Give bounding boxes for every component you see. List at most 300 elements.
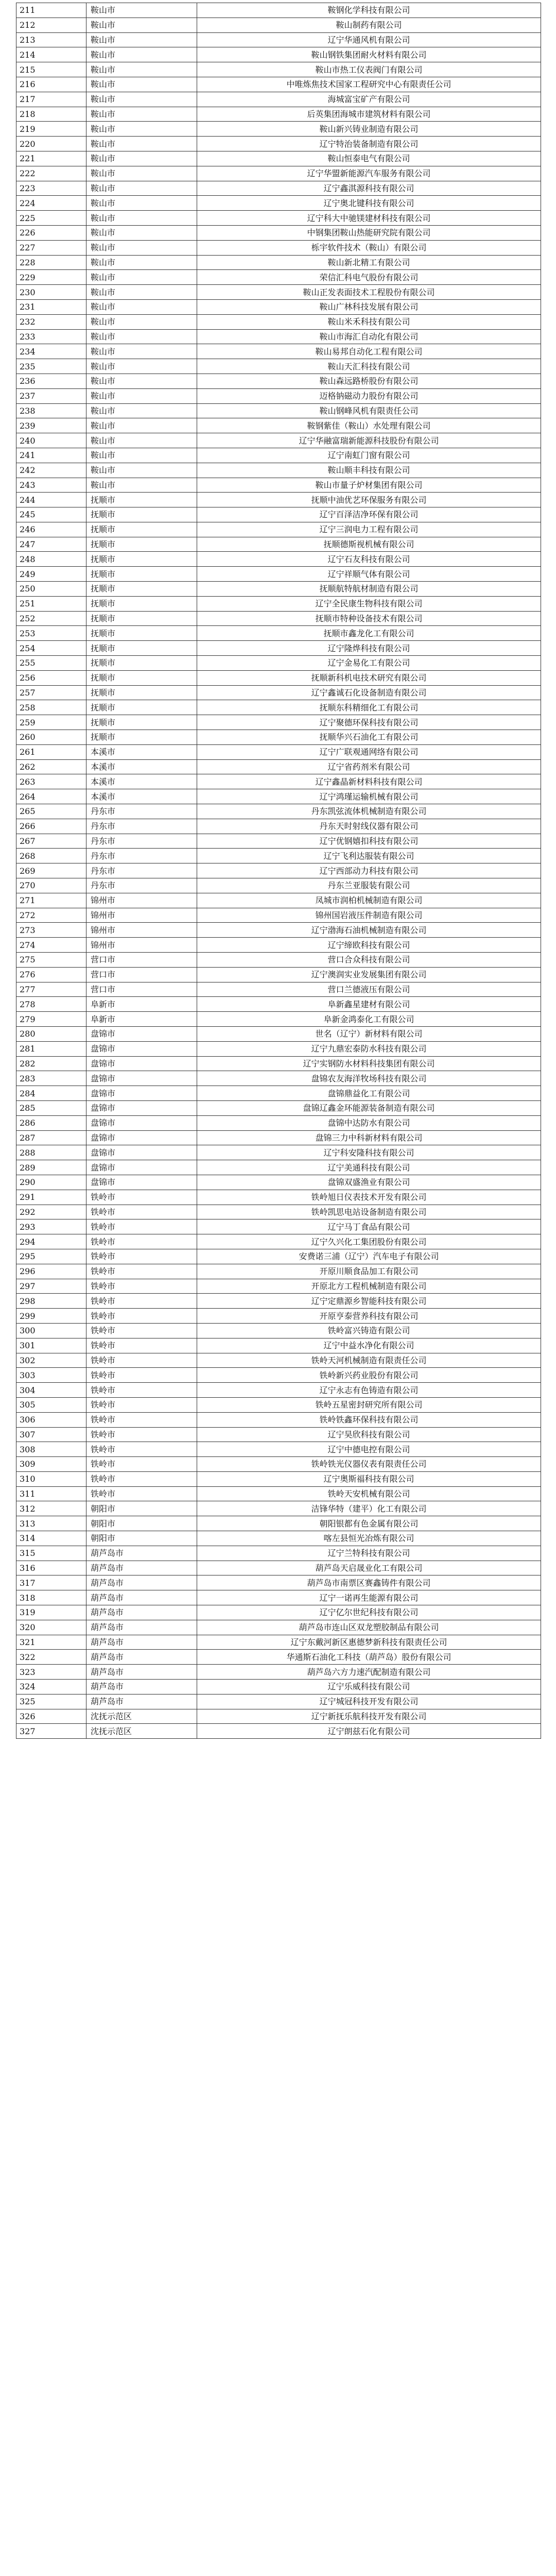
row-city: 鞍山市 <box>86 285 197 300</box>
row-company-name: 辽宁美通科技有限公司 <box>197 1160 541 1175</box>
row-number: 259 <box>16 715 86 730</box>
row-company-name: 营口兰德液压有限公司 <box>197 982 541 997</box>
table-row <box>16 982 541 997</box>
row-number: 290 <box>16 1175 86 1190</box>
row-city: 抚顺市 <box>86 537 197 552</box>
row-city: 盘锦市 <box>86 1115 197 1130</box>
row-company-name: 世名（辽宁）新材料有限公司 <box>197 1026 541 1041</box>
row-company-name: 抚顺德斯视机械有限公司 <box>197 537 541 552</box>
row-company-name: 铁岭铁鑫环保科技有限公司 <box>197 1412 541 1427</box>
row-number: 239 <box>16 418 86 433</box>
row-number: 304 <box>16 1383 86 1398</box>
row-number: 230 <box>16 285 86 300</box>
row-city: 鞍山市 <box>86 77 197 92</box>
table-row <box>16 225 541 240</box>
row-city: 鞍山市 <box>86 314 197 329</box>
row-company-name: 开原亨泰营养科技有限公司 <box>197 1309 541 1324</box>
row-company-name: 辽宁鑫晶新材料科技有限公司 <box>197 774 541 789</box>
row-company-name: 荣信汇科电气股份有限公司 <box>197 270 541 285</box>
row-company-name: 辽宁百泽洁净环保有限公司 <box>197 507 541 522</box>
row-city: 抚顺市 <box>86 596 197 611</box>
row-city: 抚顺市 <box>86 626 197 641</box>
table-row <box>16 1531 541 1546</box>
table-row <box>16 463 541 478</box>
table-row <box>16 1294 541 1309</box>
row-company-name: 鞍山新北精工有限公司 <box>197 255 541 270</box>
row-company-name: 辽宁新抚乐航科技开发有限公司 <box>197 1709 541 1724</box>
table-row <box>16 1205 541 1219</box>
table-row <box>16 953 541 968</box>
table-body <box>16 3 541 1739</box>
row-company-name: 安费诺三浦（辽宁）汽车电子有限公司 <box>197 1249 541 1264</box>
row-number: 296 <box>16 1264 86 1279</box>
row-company-name: 鞍山钢峰风机有限责任公司 <box>197 403 541 418</box>
row-number: 267 <box>16 834 86 849</box>
row-company-name: 辽宁渤海石油机械制造有限公司 <box>197 923 541 938</box>
table-row <box>16 744 541 759</box>
row-city: 鞍山市 <box>86 18 197 32</box>
row-city: 盘锦市 <box>86 1071 197 1086</box>
row-number: 224 <box>16 196 86 211</box>
row-city: 本溪市 <box>86 774 197 789</box>
row-number: 310 <box>16 1471 86 1486</box>
table-row <box>16 122 541 137</box>
row-city: 营口市 <box>86 953 197 968</box>
table-row <box>16 507 541 522</box>
row-number: 217 <box>16 92 86 107</box>
row-number: 300 <box>16 1323 86 1338</box>
row-company-name: 华通斯石油化工科技（葫芦岛）股份有限公司 <box>197 1650 541 1665</box>
table-row <box>16 582 541 597</box>
table-row <box>16 1249 541 1264</box>
row-company-name: 辽宁城冠科技开发有限公司 <box>197 1694 541 1709</box>
table-row <box>16 522 541 537</box>
row-company-name: 中钢集团鞍山热能研究院有限公司 <box>197 225 541 240</box>
row-company-name: 辽宁永志有色铸造有限公司 <box>197 1383 541 1398</box>
row-city: 营口市 <box>86 967 197 982</box>
table-row <box>16 255 541 270</box>
row-city: 本溪市 <box>86 759 197 774</box>
row-city: 本溪市 <box>86 744 197 759</box>
row-company-name: 抚顺华兴石油化工有限公司 <box>197 730 541 745</box>
row-company-name: 辽宁乐威科技有限公司 <box>197 1680 541 1694</box>
row-city: 鞍山市 <box>86 151 197 166</box>
row-company-name: 迈格钠磁动力股份有限公司 <box>197 388 541 403</box>
table-row <box>16 1575 541 1590</box>
row-city: 丹东市 <box>86 834 197 849</box>
table-row <box>16 1442 541 1457</box>
row-number: 264 <box>16 789 86 804</box>
table-row <box>16 1665 541 1680</box>
row-number: 222 <box>16 166 86 181</box>
row-city: 铁岭市 <box>86 1368 197 1383</box>
row-company-name: 凤城市润柏机械制造有限公司 <box>197 893 541 908</box>
row-company-name: 铁岭五星密封研究所有限公司 <box>197 1397 541 1412</box>
row-company-name: 辽宁鸿瑾运输机械有限公司 <box>197 789 541 804</box>
row-company-name: 盘锦辽鑫金环能源装备制造有限公司 <box>197 1100 541 1115</box>
row-city: 盘锦市 <box>86 1145 197 1160</box>
table-row <box>16 374 541 388</box>
row-number: 254 <box>16 641 86 656</box>
row-number: 323 <box>16 1665 86 1680</box>
row-number: 288 <box>16 1145 86 1160</box>
row-city: 鞍山市 <box>86 122 197 137</box>
table-row <box>16 1694 541 1709</box>
table-row <box>16 626 541 641</box>
row-number: 320 <box>16 1620 86 1635</box>
row-company-name: 辽宁金易化工有限公司 <box>197 656 541 671</box>
table-row <box>16 1160 541 1175</box>
row-company-name: 鞍山森远路桥股份有限公司 <box>197 374 541 388</box>
row-city: 盘锦市 <box>86 1041 197 1056</box>
table-row <box>16 181 541 196</box>
table-row <box>16 1605 541 1620</box>
row-number: 233 <box>16 329 86 344</box>
row-company-name: 铁岭新兴药业股份有限公司 <box>197 1368 541 1383</box>
row-city: 铁岭市 <box>86 1219 197 1234</box>
row-city: 鞍山市 <box>86 240 197 255</box>
row-number: 273 <box>16 923 86 938</box>
row-company-name: 鞍山天汇科技有限公司 <box>197 359 541 374</box>
table-row <box>16 1546 541 1561</box>
row-number: 291 <box>16 1190 86 1205</box>
table-row <box>16 923 541 938</box>
row-number: 244 <box>16 493 86 507</box>
row-company-name: 鞍山新兴铸业制造有限公司 <box>197 122 541 137</box>
row-number: 281 <box>16 1041 86 1056</box>
row-city: 葫芦岛市 <box>86 1680 197 1694</box>
table-row <box>16 1590 541 1605</box>
row-company-name: 抚顺市鑫龙化工有限公司 <box>197 626 541 641</box>
row-city: 鞍山市 <box>86 92 197 107</box>
enterprise-table <box>16 3 541 1739</box>
table-row <box>16 1501 541 1516</box>
row-company-name: 鞍钢化学科技有限公司 <box>197 3 541 18</box>
row-number: 241 <box>16 448 86 463</box>
row-number: 251 <box>16 596 86 611</box>
row-number: 253 <box>16 626 86 641</box>
table-row <box>16 418 541 433</box>
table-row <box>16 1056 541 1071</box>
table-row <box>16 1620 541 1635</box>
row-city: 鞍山市 <box>86 374 197 388</box>
table-row <box>16 1338 541 1353</box>
row-number: 278 <box>16 997 86 1012</box>
table-row <box>16 715 541 730</box>
table-row <box>16 478 541 493</box>
row-company-name: 辽宁聚德环保科技有限公司 <box>197 715 541 730</box>
row-company-name: 开原北方工程机械制造有限公司 <box>197 1279 541 1294</box>
row-company-name: 辽宁定鼎源乡智能科技有限公司 <box>197 1294 541 1309</box>
table-row <box>16 567 541 582</box>
table-row <box>16 1041 541 1056</box>
row-number: 220 <box>16 137 86 151</box>
table-row <box>16 403 541 418</box>
row-company-name: 鞍山广林科技发展有限公司 <box>197 299 541 314</box>
row-city: 铁岭市 <box>86 1264 197 1279</box>
row-number: 321 <box>16 1635 86 1650</box>
row-number: 268 <box>16 849 86 863</box>
table-row <box>16 656 541 671</box>
row-company-name: 辽宁澳润实业发展集团有限公司 <box>197 967 541 982</box>
row-city: 鞍山市 <box>86 107 197 122</box>
row-number: 242 <box>16 463 86 478</box>
row-city: 葫芦岛市 <box>86 1650 197 1665</box>
row-city: 铁岭市 <box>86 1190 197 1205</box>
row-number: 289 <box>16 1160 86 1175</box>
row-number: 303 <box>16 1368 86 1383</box>
row-company-name: 丹东凯弦流体机械制造有限公司 <box>197 804 541 819</box>
table-row <box>16 1323 541 1338</box>
table-row <box>16 1219 541 1234</box>
row-city: 锦州市 <box>86 908 197 923</box>
table-row <box>16 285 541 300</box>
table-row <box>16 47 541 62</box>
row-city: 朝阳市 <box>86 1531 197 1546</box>
row-number: 276 <box>16 967 86 982</box>
row-company-name: 辽宁鑫诚石化设备制造有限公司 <box>197 685 541 700</box>
row-company-name: 辽宁奥北键科技有限公司 <box>197 196 541 211</box>
row-number: 292 <box>16 1205 86 1219</box>
row-number: 318 <box>16 1590 86 1605</box>
row-company-name: 辽宁三润电力工程有限公司 <box>197 522 541 537</box>
row-city: 锦州市 <box>86 938 197 953</box>
row-number: 249 <box>16 567 86 582</box>
row-company-name: 鞍山市海汇自动化有限公司 <box>197 329 541 344</box>
row-number: 272 <box>16 908 86 923</box>
row-company-name: 辽宁兰特科技有限公司 <box>197 1546 541 1561</box>
table-row <box>16 1012 541 1027</box>
table-row <box>16 1457 541 1472</box>
row-number: 236 <box>16 374 86 388</box>
row-city: 铁岭市 <box>86 1353 197 1368</box>
row-company-name: 抚顺新科机电技术研究有限公司 <box>197 670 541 685</box>
row-city: 鞍山市 <box>86 196 197 211</box>
row-city: 抚顺市 <box>86 582 197 597</box>
row-city: 盘锦市 <box>86 1160 197 1175</box>
row-city: 抚顺市 <box>86 493 197 507</box>
row-number: 262 <box>16 759 86 774</box>
table-row <box>16 1383 541 1398</box>
table-row <box>16 1071 541 1086</box>
row-number: 246 <box>16 522 86 537</box>
row-company-name: 抚顺中油优艺环保服务有限公司 <box>197 493 541 507</box>
row-number: 311 <box>16 1486 86 1501</box>
row-city: 阜新市 <box>86 997 197 1012</box>
row-city: 鞍山市 <box>86 344 197 359</box>
row-company-name: 鞍钢紫佳（鞍山）水处理有限公司 <box>197 418 541 433</box>
row-company-name: 后英集团海城市建筑材料有限公司 <box>197 107 541 122</box>
row-city: 朝阳市 <box>86 1501 197 1516</box>
table-row <box>16 270 541 285</box>
table-row <box>16 1635 541 1650</box>
row-company-name: 辽宁一诺再生能源有限公司 <box>197 1590 541 1605</box>
row-number: 221 <box>16 151 86 166</box>
row-city: 鞍山市 <box>86 181 197 196</box>
row-company-name: 辽宁亿尔世纪科技有限公司 <box>197 1605 541 1620</box>
row-city: 丹东市 <box>86 878 197 893</box>
table-row <box>16 938 541 953</box>
row-company-name: 辽宁特治装备制造有限公司 <box>197 137 541 151</box>
row-city: 铁岭市 <box>86 1427 197 1442</box>
row-city: 鞍山市 <box>86 47 197 62</box>
row-number: 325 <box>16 1694 86 1709</box>
row-number: 282 <box>16 1056 86 1071</box>
row-city: 鞍山市 <box>86 418 197 433</box>
row-company-name: 丹东兰亚服装有限公司 <box>197 878 541 893</box>
table-row <box>16 730 541 745</box>
row-city: 鞍山市 <box>86 255 197 270</box>
row-company-name: 葫芦岛天启晟业化工有限公司 <box>197 1561 541 1575</box>
row-city: 抚顺市 <box>86 641 197 656</box>
row-city: 葫芦岛市 <box>86 1561 197 1575</box>
row-city: 抚顺市 <box>86 670 197 685</box>
table-row <box>16 1650 541 1665</box>
table-row <box>16 1353 541 1368</box>
row-number: 214 <box>16 47 86 62</box>
row-company-name: 盘锦中达防水有限公司 <box>197 1115 541 1130</box>
table-row <box>16 211 541 226</box>
row-company-name: 开原川顺食品加工有限公司 <box>197 1264 541 1279</box>
row-company-name: 辽宁华盟新能源汽车服务有限公司 <box>197 166 541 181</box>
row-number: 245 <box>16 507 86 522</box>
row-number: 250 <box>16 582 86 597</box>
row-city: 铁岭市 <box>86 1234 197 1249</box>
row-company-name: 鞍山正发表面技术工程股份有限公司 <box>197 285 541 300</box>
row-number: 275 <box>16 953 86 968</box>
row-company-name: 鞍山市量子炉材集团有限公司 <box>197 478 541 493</box>
row-number: 256 <box>16 670 86 685</box>
table-row <box>16 1086 541 1101</box>
row-company-name: 辽宁朗兹石化有限公司 <box>197 1724 541 1739</box>
table-row <box>16 329 541 344</box>
row-number: 285 <box>16 1100 86 1115</box>
table-row <box>16 1680 541 1694</box>
row-city: 抚顺市 <box>86 656 197 671</box>
row-city: 锦州市 <box>86 923 197 938</box>
row-number: 301 <box>16 1338 86 1353</box>
row-number: 237 <box>16 388 86 403</box>
row-city: 丹东市 <box>86 819 197 834</box>
table-row <box>16 670 541 685</box>
row-number: 305 <box>16 1397 86 1412</box>
table-row <box>16 997 541 1012</box>
row-city: 鞍山市 <box>86 166 197 181</box>
row-city: 葫芦岛市 <box>86 1620 197 1635</box>
row-company-name: 鞍山钢铁集团耐火材料有限公司 <box>197 47 541 62</box>
row-company-name: 辽宁昊欣科技有限公司 <box>197 1427 541 1442</box>
row-city: 抚顺市 <box>86 522 197 537</box>
row-company-name: 阜新金鸿泰化工有限公司 <box>197 1012 541 1027</box>
table-row <box>16 849 541 863</box>
row-number: 299 <box>16 1309 86 1324</box>
table-row <box>16 1709 541 1724</box>
row-number: 226 <box>16 225 86 240</box>
row-city: 鞍山市 <box>86 359 197 374</box>
row-company-name: 辽宁中益水净化有限公司 <box>197 1338 541 1353</box>
row-number: 327 <box>16 1724 86 1739</box>
row-city: 丹东市 <box>86 863 197 878</box>
table-row <box>16 863 541 878</box>
table-row <box>16 1309 541 1324</box>
row-number: 287 <box>16 1130 86 1145</box>
row-company-name: 辽宁省药剂米有限公司 <box>197 759 541 774</box>
table-row <box>16 1175 541 1190</box>
row-number: 274 <box>16 938 86 953</box>
row-company-name: 铁岭天安机械有限公司 <box>197 1486 541 1501</box>
row-number: 266 <box>16 819 86 834</box>
row-company-name: 辽宁隆烨科技有限公司 <box>197 641 541 656</box>
table-row <box>16 700 541 715</box>
row-company-name: 辽宁马丁食品有限公司 <box>197 1219 541 1234</box>
row-city: 鞍山市 <box>86 225 197 240</box>
row-company-name: 辽宁祥顺气体有限公司 <box>197 567 541 582</box>
row-city: 鞍山市 <box>86 3 197 18</box>
row-company-name: 鞍山顺丰科技有限公司 <box>197 463 541 478</box>
table-row <box>16 62 541 77</box>
table-row <box>16 1279 541 1294</box>
row-city: 盘锦市 <box>86 1026 197 1041</box>
row-company-name: 辽宁西部动力科技有限公司 <box>197 863 541 878</box>
row-city: 盘锦市 <box>86 1175 197 1190</box>
row-company-name: 海城富宝矿产有限公司 <box>197 92 541 107</box>
row-number: 270 <box>16 878 86 893</box>
row-number: 315 <box>16 1546 86 1561</box>
table-row <box>16 552 541 567</box>
table-row <box>16 1264 541 1279</box>
table-row <box>16 196 541 211</box>
table-row <box>16 240 541 255</box>
document-page <box>16 3 541 1739</box>
row-city: 鞍山市 <box>86 62 197 77</box>
row-company-name: 辽宁奥斯福科技有限公司 <box>197 1471 541 1486</box>
row-city: 葫芦岛市 <box>86 1694 197 1709</box>
row-city: 葫芦岛市 <box>86 1575 197 1590</box>
row-company-name: 辽宁东戴河新区惠德梦新科技有限责任公司 <box>197 1635 541 1650</box>
row-number: 261 <box>16 744 86 759</box>
row-city: 铁岭市 <box>86 1471 197 1486</box>
table-row <box>16 359 541 374</box>
table-row <box>16 151 541 166</box>
row-number: 306 <box>16 1412 86 1427</box>
row-company-name: 辽宁久兴化工集团股份有限公司 <box>197 1234 541 1249</box>
row-city: 铁岭市 <box>86 1442 197 1457</box>
table-row <box>16 1397 541 1412</box>
row-number: 293 <box>16 1219 86 1234</box>
table-row <box>16 596 541 611</box>
row-company-name: 洁锋华特（建平）化工有限公司 <box>197 1501 541 1516</box>
row-number: 317 <box>16 1575 86 1590</box>
row-city: 鞍山市 <box>86 448 197 463</box>
row-company-name: 辽宁飞利达服装有限公司 <box>197 849 541 863</box>
row-number: 218 <box>16 107 86 122</box>
row-number: 286 <box>16 1115 86 1130</box>
row-city: 鞍山市 <box>86 329 197 344</box>
row-city: 铁岭市 <box>86 1249 197 1264</box>
row-number: 215 <box>16 62 86 77</box>
row-number: 257 <box>16 685 86 700</box>
table-row <box>16 1115 541 1130</box>
table-row <box>16 789 541 804</box>
row-company-name: 营口合众科技有限公司 <box>197 953 541 968</box>
row-city: 沈抚示范区 <box>86 1709 197 1724</box>
row-number: 225 <box>16 211 86 226</box>
row-number: 313 <box>16 1516 86 1531</box>
row-number: 234 <box>16 344 86 359</box>
row-number: 297 <box>16 1279 86 1294</box>
table-row <box>16 804 541 819</box>
row-company-name: 铁岭铁光仪器仪表有限责任公司 <box>197 1457 541 1472</box>
